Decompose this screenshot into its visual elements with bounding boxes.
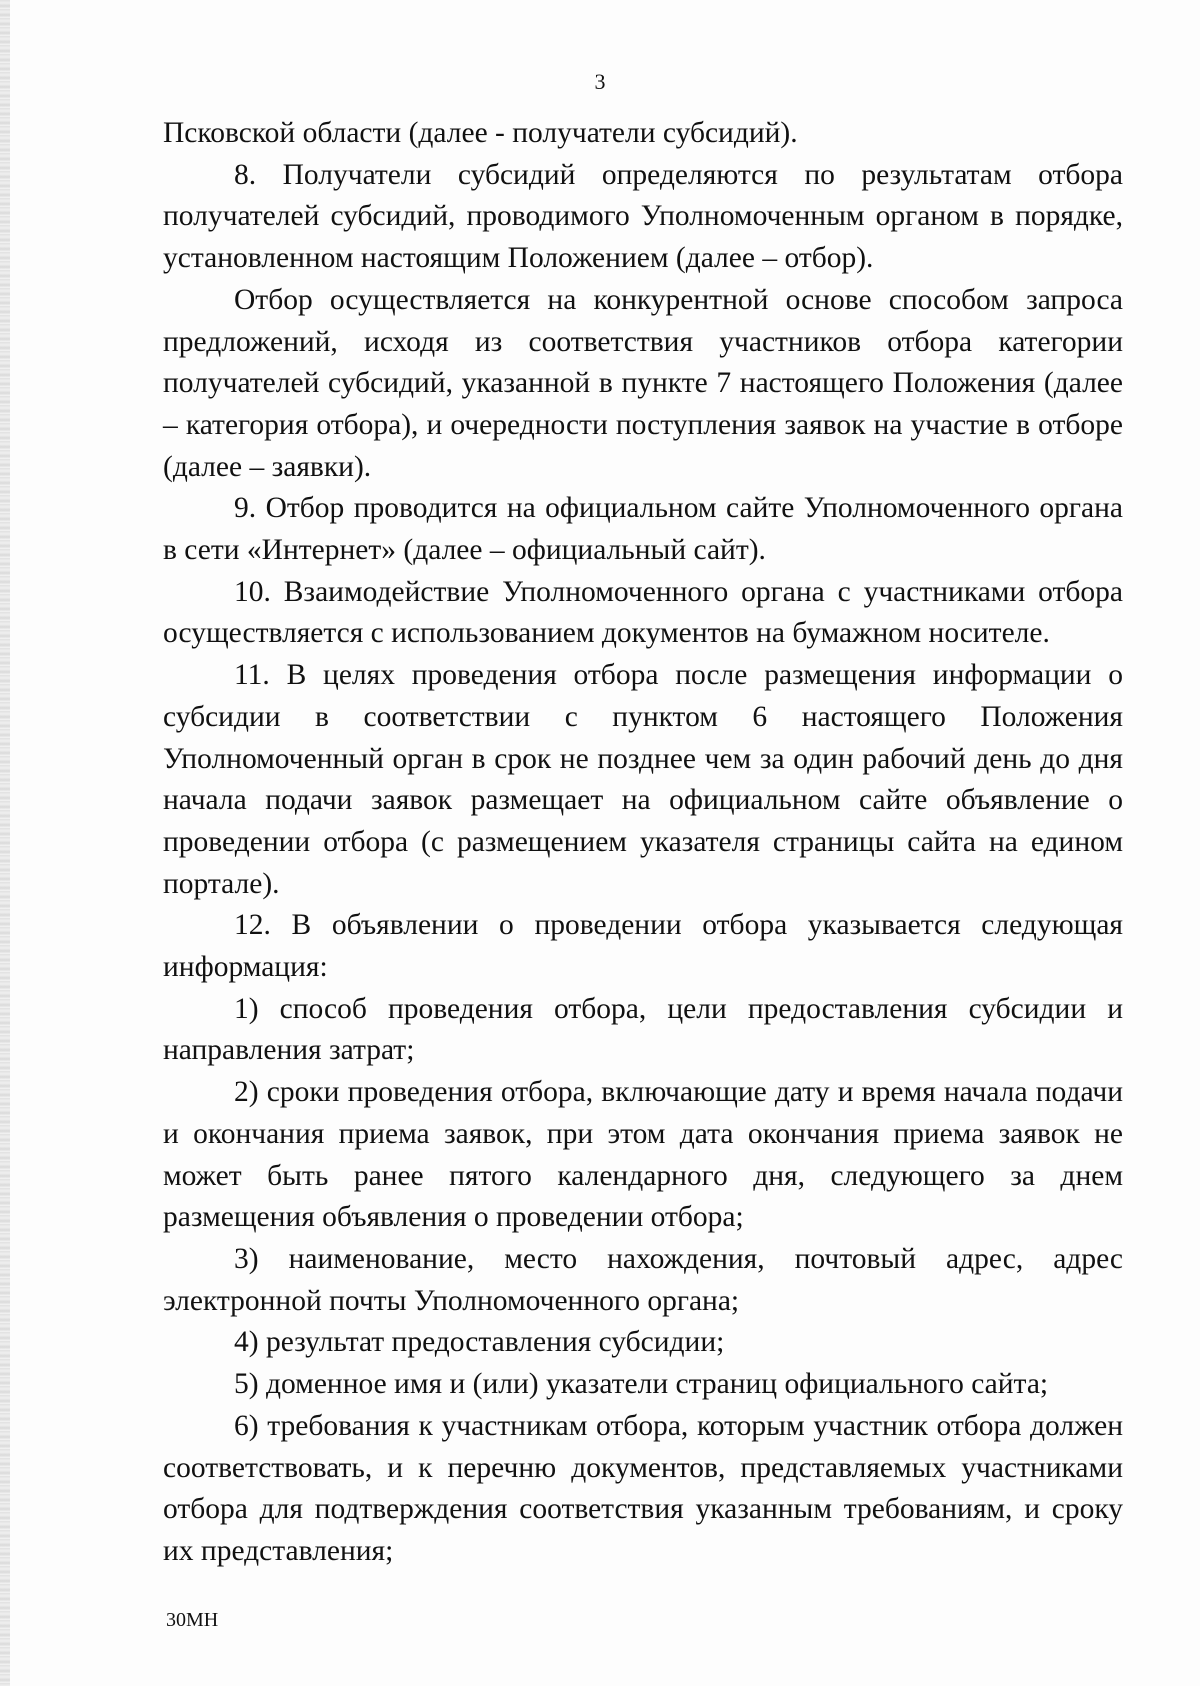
list-item: 2) сроки проведения отбора, включающие дату и время начала подачи и окончания приема заявок, при этом дата окончания приема заявок не может быть ранее пятого календарного дня, следующего за днем размещения объявления о проведении отбора; [163,1076,1123,1234]
list-item: 6) требования к участникам отбора, которым участник отбора должен соответствовать, и к перечню документов, представляемых участниками отбора для подтверждения соответствия указанным требованиям, и сроку их представления; [163,1409,1123,1567]
footer-code: 30МН [166,1609,219,1631]
paragraph: 8. Получатели субсидий определяются по результатам отбора получателей субсидий, проводимого Уполномоченным органом в порядке, установленном настоящим Положением (далее – отбор). [163,158,1123,275]
list-item: 5) доменное имя и (или) указатели страниц официального сайта; [234,1368,1049,1401]
document-body [163,113,1123,1573]
paragraph: Псковской области (далее - получатели субсидий). [163,117,798,149]
list-item: 4) результат предоставления субсидии; [234,1326,725,1359]
page-number: 3 [594,69,606,94]
paragraph: 12. В объявлении о проведении отбора указывается следующая информация: [163,909,1123,984]
list-item: 1) способ проведения отбора, цели предоставления субсидии и направления затрат; [163,992,1123,1067]
list-item: 3) наименование, место нахождения, почтовый адрес, адрес электронной почты Уполномоченного органа; [163,1242,1123,1317]
paragraph: 9. Отбор проводится на официальном сайте Уполномоченного органа в сети «Интернет» (далее – официальный сайт). [163,492,1123,567]
scan-edge [0,0,10,1686]
paragraph: 10. Взаимодействие Уполномоченного органа с участниками отбора осуществляется с использованием документов на бумажном носителе. [163,575,1123,650]
paragraph: 11. В целях проведения отбора после размещения информации о субсидии в соответствии с пунктом 6 настоящего Положения Уполномоченный орган в срок не позднее чем за один рабочий день до дня начала подачи заявок размещает на официальном сайте объявление о проведении отбора (с размещением указателя страницы сайта на едином портале). [163,659,1123,900]
paragraph: Отбор осуществляется на конкурентной основе способом запроса предложений, исходя из соответствия участников отбора категории получателей субсидий, указанной в пункте 7 настоящего Положения (далее – категория отбора), и очередности поступления заявок на участие в отборе (далее – заявки). [163,283,1123,483]
